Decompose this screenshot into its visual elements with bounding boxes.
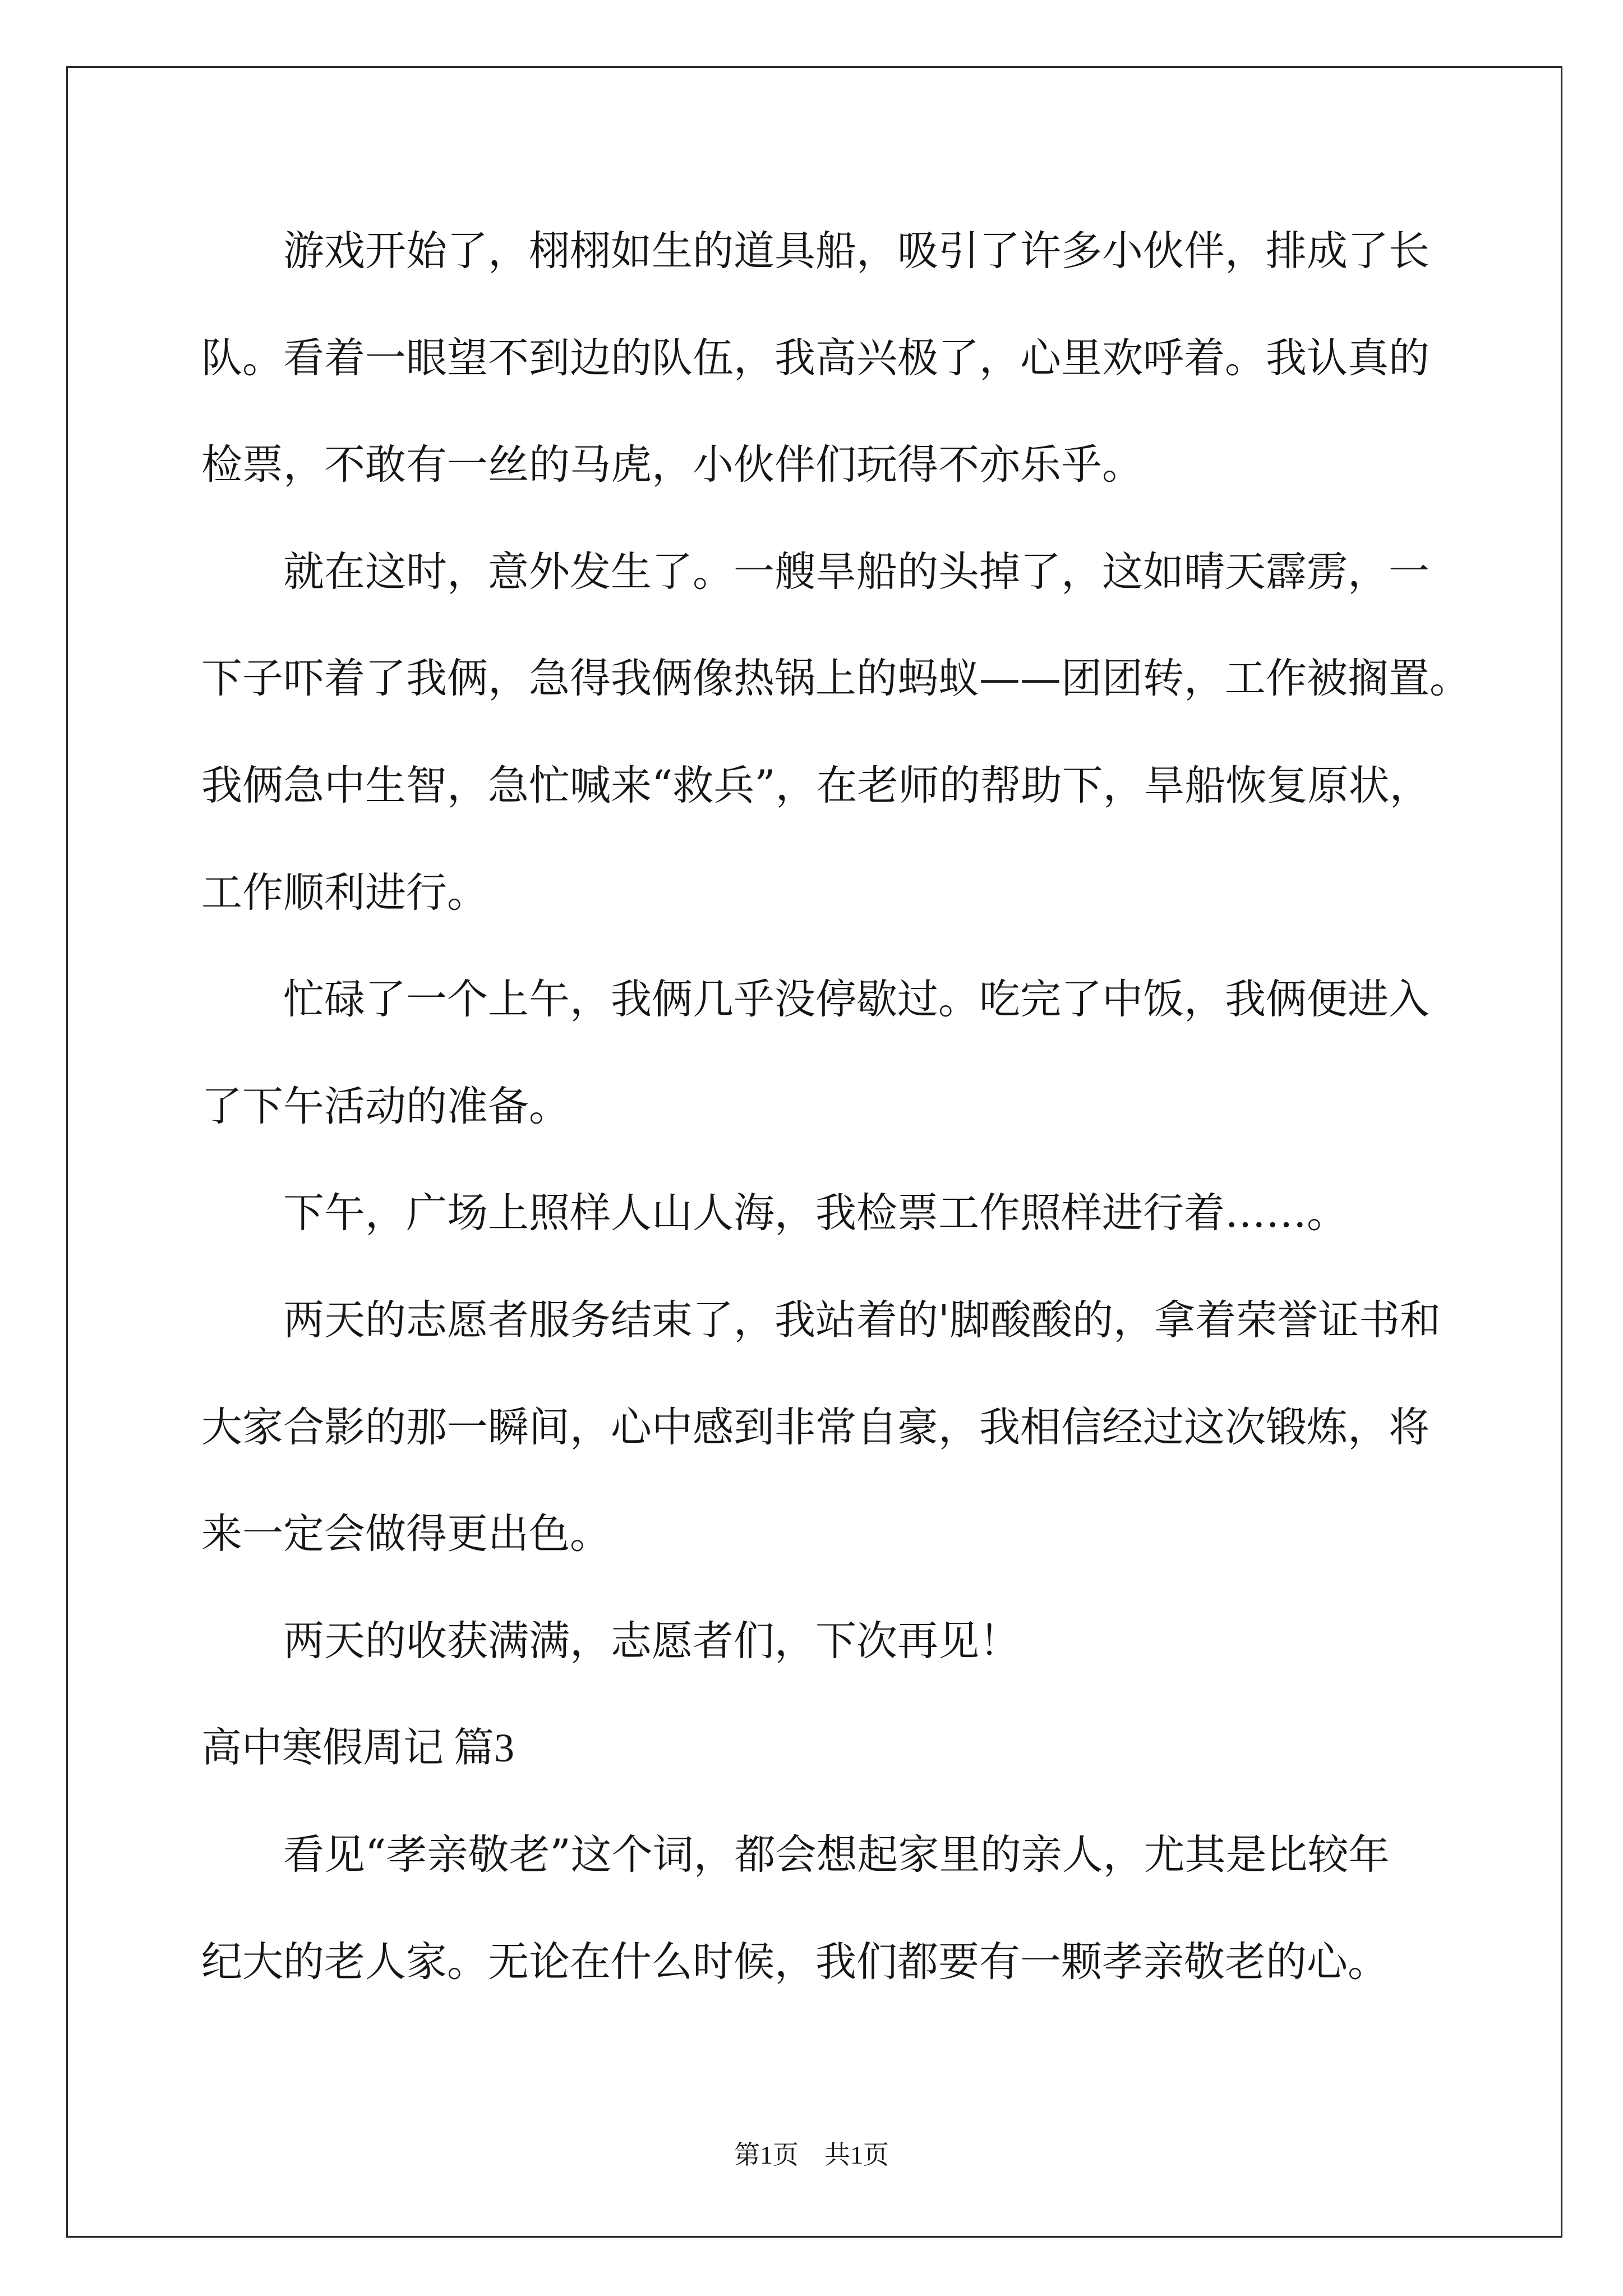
paragraph (201, 1802, 1547, 2016)
text-line: 来一定会做得更出色。 (201, 1510, 611, 1558)
text-line: 下子吓着了我俩，急得我俩像热锅上的蚂蚁——团团转，工作被搁置。 (201, 655, 1470, 703)
text-line: 我俩急中生智，急忙喊来“救兵”，在老师的帮助下，旱船恢复原状， (201, 761, 1431, 809)
page-footer: 第1页 共1页 (734, 2141, 889, 2169)
paragraph (201, 198, 1547, 519)
paragraph (201, 519, 1547, 946)
text-line: 队。看着一眼望不到边的队伍，我高兴极了，心里欢呼着。我认真的 (201, 334, 1430, 382)
text-line: 两天的收获满满，志愿者们，下次再见！ (283, 1617, 1020, 1665)
text-line: 检票，不敢有一丝的马虎，小伙伴们玩得不亦乐乎。 (201, 441, 1143, 489)
text-line: 忙碌了一个上午，我俩几乎没停歇过。吃完了中饭，我俩便进入 (283, 976, 1430, 1024)
text-line: 下午，广场上照样人山人海，我检票工作照样进行着……。 (283, 1189, 1348, 1237)
text-line: 游戏开始了，栩栩如生的道具船，吸引了许多小伙伴，排成了长 (283, 227, 1430, 275)
next-entry (201, 1695, 1547, 2016)
text-line: 纪大的老人家。无论在什么时候，我们都要有一颗孝亲敬老的心。 (201, 1938, 1389, 1986)
paragraph (201, 1160, 1547, 1267)
text-line: 两天的志愿者服务结束了，我站着的'脚酸酸的，拿着荣誉证书和 (283, 1296, 1441, 1344)
text-line: 大家合影的那一瞬间，心中感到非常自豪，我相信经过这次锻炼，将 (201, 1403, 1430, 1451)
entry-heading: 高中寒假周记 篇3 (201, 1726, 515, 1771)
paragraph (201, 946, 1547, 1160)
text-line: 了下午活动的准备。 (201, 1082, 570, 1130)
paragraph (201, 1588, 1547, 1695)
text-line: 就在这时，意外发生了。一艘旱船的头掉了，这如晴天霹雳，一 (283, 547, 1430, 596)
text-line: 工作顺利进行。 (201, 868, 488, 917)
document-body (201, 198, 1547, 2049)
paragraph (201, 1267, 1547, 1588)
text-line: 看见“孝亲敬老”这个词，都会想起家里的亲人，尤其是比较年 (283, 1830, 1390, 1879)
